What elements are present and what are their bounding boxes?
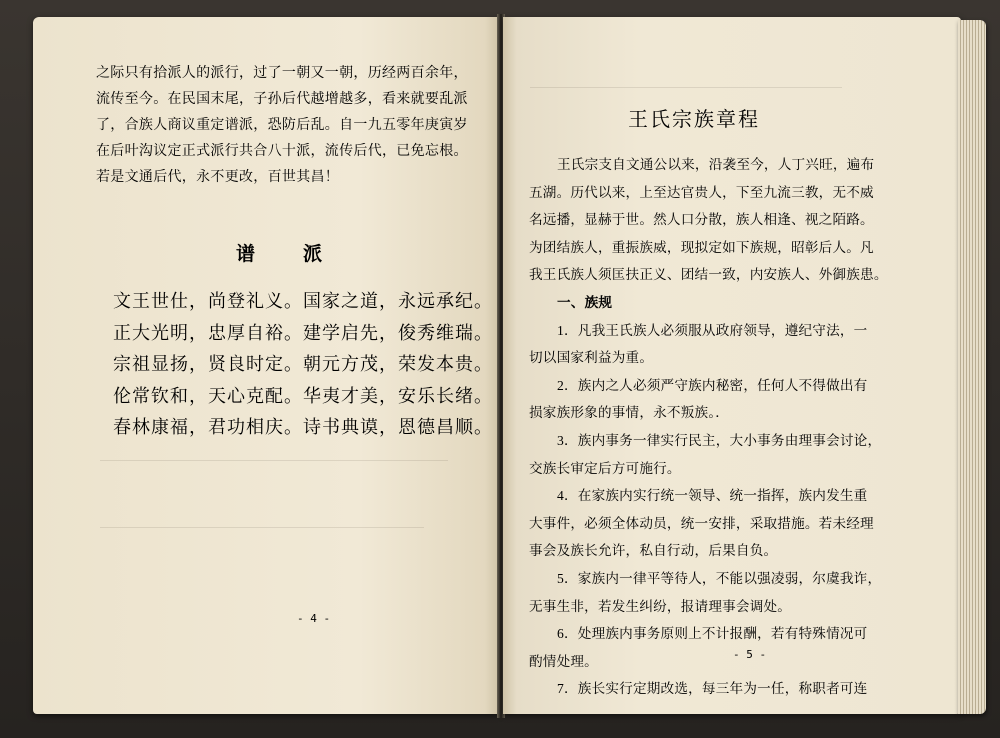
rule-line: 事会及族长允许，私自行动，后果自负。 xyxy=(529,543,778,559)
clan-charter-body xyxy=(529,151,939,703)
left-intro-paragraph xyxy=(96,61,488,191)
page-edges xyxy=(958,20,986,714)
rule-line: 无事生非，若发生纠纷，报请理事会调处。 xyxy=(529,598,792,614)
page-number-right: - 5 - xyxy=(733,648,767,661)
text-line: 若是文通后代，永不更改，百世其昌！ xyxy=(96,170,340,185)
generation-poem xyxy=(113,286,493,444)
text-line: 在后叶沟议定正式派行共合八十派，流传后代，已免忘根。 xyxy=(96,144,468,159)
title-char: 谱 xyxy=(236,243,258,265)
text-line: 名远播，显赫于世。然人口分散，族人相逢、视之陌路。 xyxy=(529,212,874,228)
rule-line: 3．族内事务一律实行民主，大小事务由理事会讨论， xyxy=(557,432,882,448)
section-heading: 一、族规 xyxy=(557,294,613,310)
text-line: 了，合族人商议重定谱派，恐防后乱。自一九五零年庚寅岁 xyxy=(96,118,468,133)
bleed-through-text: ―――――――――――――――――――――――――― xyxy=(530,80,842,94)
rule-line: 4．在家族内实行统一领导、统一指挥，族内发生重 xyxy=(557,488,868,504)
poem-line: 正大光明，忠厚自裕。建学启先，俊秀维瑞。 xyxy=(113,322,493,343)
rule-line: 切以国家利益为重。 xyxy=(529,350,654,366)
bleed-through-text: ――――――――――――――――――――――――――― xyxy=(100,520,424,534)
rule-line: 5．家族内一律平等待人，不能以强凌弱，尔虞我诈， xyxy=(557,570,882,586)
rule-line: 大事件，必须全体动员，统一安排，采取措施。若未经理 xyxy=(529,515,874,531)
title-char: 派 xyxy=(303,243,325,265)
text-line: 之际只有拾派人的派行，过了一朝又一朝，历经两百余年， xyxy=(96,66,468,81)
text-line: 流传至今。在民国末尾，子孙后代越增越多，看来就要乱派 xyxy=(96,92,468,107)
bleed-through-text: ――――――――――――――――――――――――――――― xyxy=(100,453,448,467)
text-line: 五湖。历代以来，上至达官贵人，下至九流三教，无不威 xyxy=(529,184,874,200)
rule-line: 6．处理族内事务原则上不计报酬，若有特殊情况可 xyxy=(557,626,868,642)
text-line: 王氏宗支自文通公以来，沿袭至今，人丁兴旺，遍布 xyxy=(557,157,875,172)
poem-line: 宗祖显扬，贤良时定。朝元方茂，荣发本贵。 xyxy=(113,354,493,374)
page-title: 王氏宗族章程 xyxy=(628,107,760,131)
rule-line: 7．族长实行定期改选，每三年为一任，称职者可连 xyxy=(557,681,868,697)
rule-line: 2．族内之人必须严守族内秘密，任何人不得做出有 xyxy=(557,377,868,393)
rule-line: 1．凡我王氏族人必须服从政府领导，遵纪守法，一 xyxy=(557,322,868,338)
poem-line: 伦常钦和，天心克配。华夷才美，安乐长绪。 xyxy=(113,385,493,406)
text-line: 为团结族人，重振族威，现拟定如下族规，昭彰后人。凡 xyxy=(529,239,874,255)
poem-line: 文王世仕，尚登礼义。国家之道，永远承纪。 xyxy=(113,291,493,311)
rule-line: 损家族形象的事情，永不叛族。． xyxy=(529,405,730,421)
text-line: 我王氏族人须匡扶正义、团结一致，内安族人、外御族患。 xyxy=(529,267,888,283)
page-number-left: - 4 - xyxy=(297,612,331,625)
section-title-pupai xyxy=(236,239,370,266)
poem-line: 春林康福，君功相庆。诗书典谟，恩德昌顺。 xyxy=(113,417,493,437)
rule-line: 酌情处理。 xyxy=(529,653,598,669)
rule-line: 交族长审定后方可施行。 xyxy=(529,460,681,476)
